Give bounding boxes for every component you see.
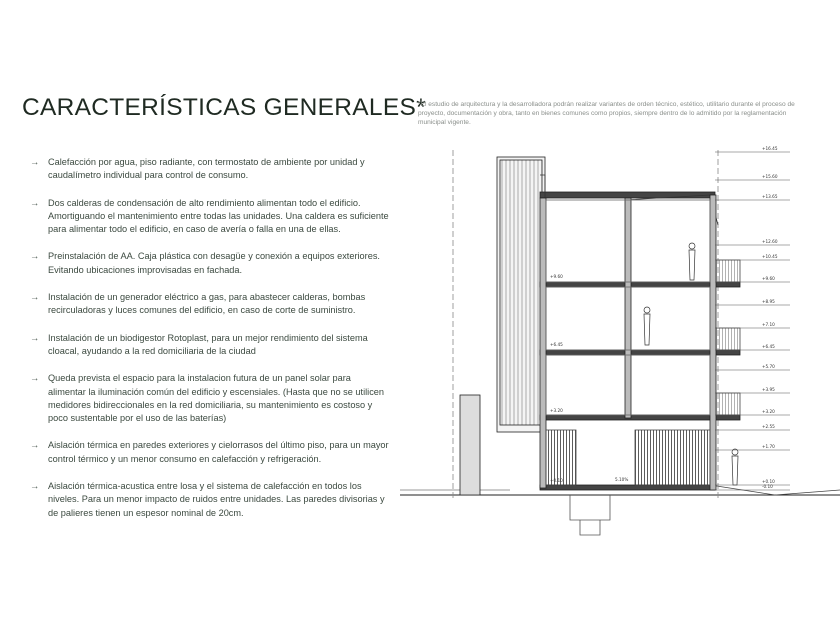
floor-label: +9.60 — [550, 274, 563, 279]
facade-louvers — [500, 160, 542, 425]
human-figure-icon — [689, 243, 695, 280]
column — [540, 198, 546, 488]
list-item — [30, 372, 390, 425]
arrow-right-icon: → — [30, 332, 40, 343]
page-title: CARACTERÍSTICAS GENERALES* — [22, 94, 426, 121]
feature-text: Preinstalación de AA. Caja plástica con desagüe y conexión a equipos exteriores. Evitando ubicaciones improvisadas en fachada. — [48, 251, 380, 275]
level-label: +6.45 — [762, 344, 775, 349]
level-label: +1.70 — [762, 444, 775, 449]
floor-label: +6.45 — [550, 342, 563, 347]
level-label: +0.10 — [762, 479, 775, 484]
feature-text: Instalación de un biodigestor Rotoplast, para un mejor rendimiento del sistema cloacal, ayudando a la red domiciliaria de la ciudad — [48, 332, 368, 356]
list-item — [30, 291, 390, 318]
level-label: -0.10 — [762, 484, 773, 489]
list-item — [30, 250, 390, 277]
garage-gate — [635, 430, 710, 485]
garage-wall — [546, 430, 576, 485]
slab-ground — [540, 485, 715, 490]
level-label: +5.70 — [762, 364, 775, 369]
arrow-right-icon: → — [30, 373, 40, 384]
balcony-railing — [716, 393, 740, 415]
level-label: +13.65 — [762, 194, 778, 199]
list-item — [30, 439, 390, 466]
list-item — [30, 332, 390, 359]
disclaimer-note: *El estudio de arquitectura y la desarrolladora podrán realizar variantes de orden técnico, estético, utilitario durante el proceso de proyecto, documentación y obra, tanto en bienes comunes como propios, siempre dentro de lo admitido por la reglamentación municipal vigente. — [418, 101, 795, 126]
feature-text: Instalación de un generador eléctrico a gas, para abastecer calderas, bombas recirculadoras y luces comunes del edificio, en caso de corte de suministro. — [48, 292, 366, 316]
balcony-railing — [716, 260, 740, 282]
features-list — [30, 156, 390, 520]
list-item — [30, 480, 390, 520]
floor-label: +3.20 — [550, 408, 563, 413]
arrow-right-icon: → — [30, 157, 40, 167]
level-label: +9.60 — [762, 276, 775, 281]
level-label: +3.95 — [762, 387, 775, 392]
feature-text: Aislación térmica-acustica entre losa y el sistema de calefacción en todos los niveles. Para un menor impacto de ruidos entre unidades. Las paredes divisorias y de palieres tienen un espesor nominal de 20cm. — [48, 481, 385, 518]
balcony-railing — [716, 328, 740, 350]
human-figure-icon — [732, 449, 738, 485]
human-figure-icon — [644, 307, 650, 345]
arrow-right-icon: → — [30, 481, 40, 492]
feature-text: Queda prevista el espacio para la instalacion futura de un panel solar para alimentar la iluminación común del edificio y escensiales. (Hasta que no se utilicen medidores bidireccionales en la red domiciliaria, su mantenimiento es costoso y poco sustentable por el uso de las baterías) — [48, 373, 385, 424]
level-label: +8.95 — [762, 299, 775, 304]
level-label: +15.60 — [762, 174, 778, 179]
level-label: +12.60 — [762, 239, 778, 244]
roof-slope — [625, 195, 718, 225]
level-label: +2.55 — [762, 424, 775, 429]
level-markers — [715, 152, 790, 490]
feature-text: Calefacción por agua, piso radiante, con termostato de ambiente por unidad y caudalímetro individual para control de consumo. — [48, 157, 365, 181]
level-label: +3.20 — [762, 409, 775, 414]
arrow-right-icon: → — [30, 197, 40, 208]
level-label: +10.45 — [762, 254, 778, 259]
level-label: +16.45 — [762, 146, 778, 151]
feature-text: Dos calderas de condensación de alto rendimiento alimentan todo el edificio. Amortiguando el mantenimiento entre todas las unidades. Una caldera es suficiente para alimentar todo el edificio, en caso de avería o falla en una de ellas. — [48, 197, 389, 235]
slope-label: 5.10% — [615, 477, 629, 482]
building-section-drawing — [400, 140, 840, 560]
arrow-right-icon: → — [30, 440, 40, 451]
arrow-right-icon: → — [30, 251, 40, 262]
roof-slab — [540, 192, 715, 198]
feature-text: Aislación térmica en paredes exteriores y cielorrasos del último piso, para un mayor control térmico y un menor consumo en calefacción y refrigeración. — [48, 440, 389, 464]
column — [625, 198, 631, 418]
list-item — [30, 156, 390, 183]
foundation-footing — [570, 495, 610, 535]
core-block — [460, 395, 480, 495]
floor-label: +0.10 — [550, 478, 563, 483]
level-label: +7.10 — [762, 322, 775, 327]
column — [710, 195, 716, 490]
list-item — [30, 197, 390, 237]
arrow-right-icon: → — [30, 292, 40, 303]
